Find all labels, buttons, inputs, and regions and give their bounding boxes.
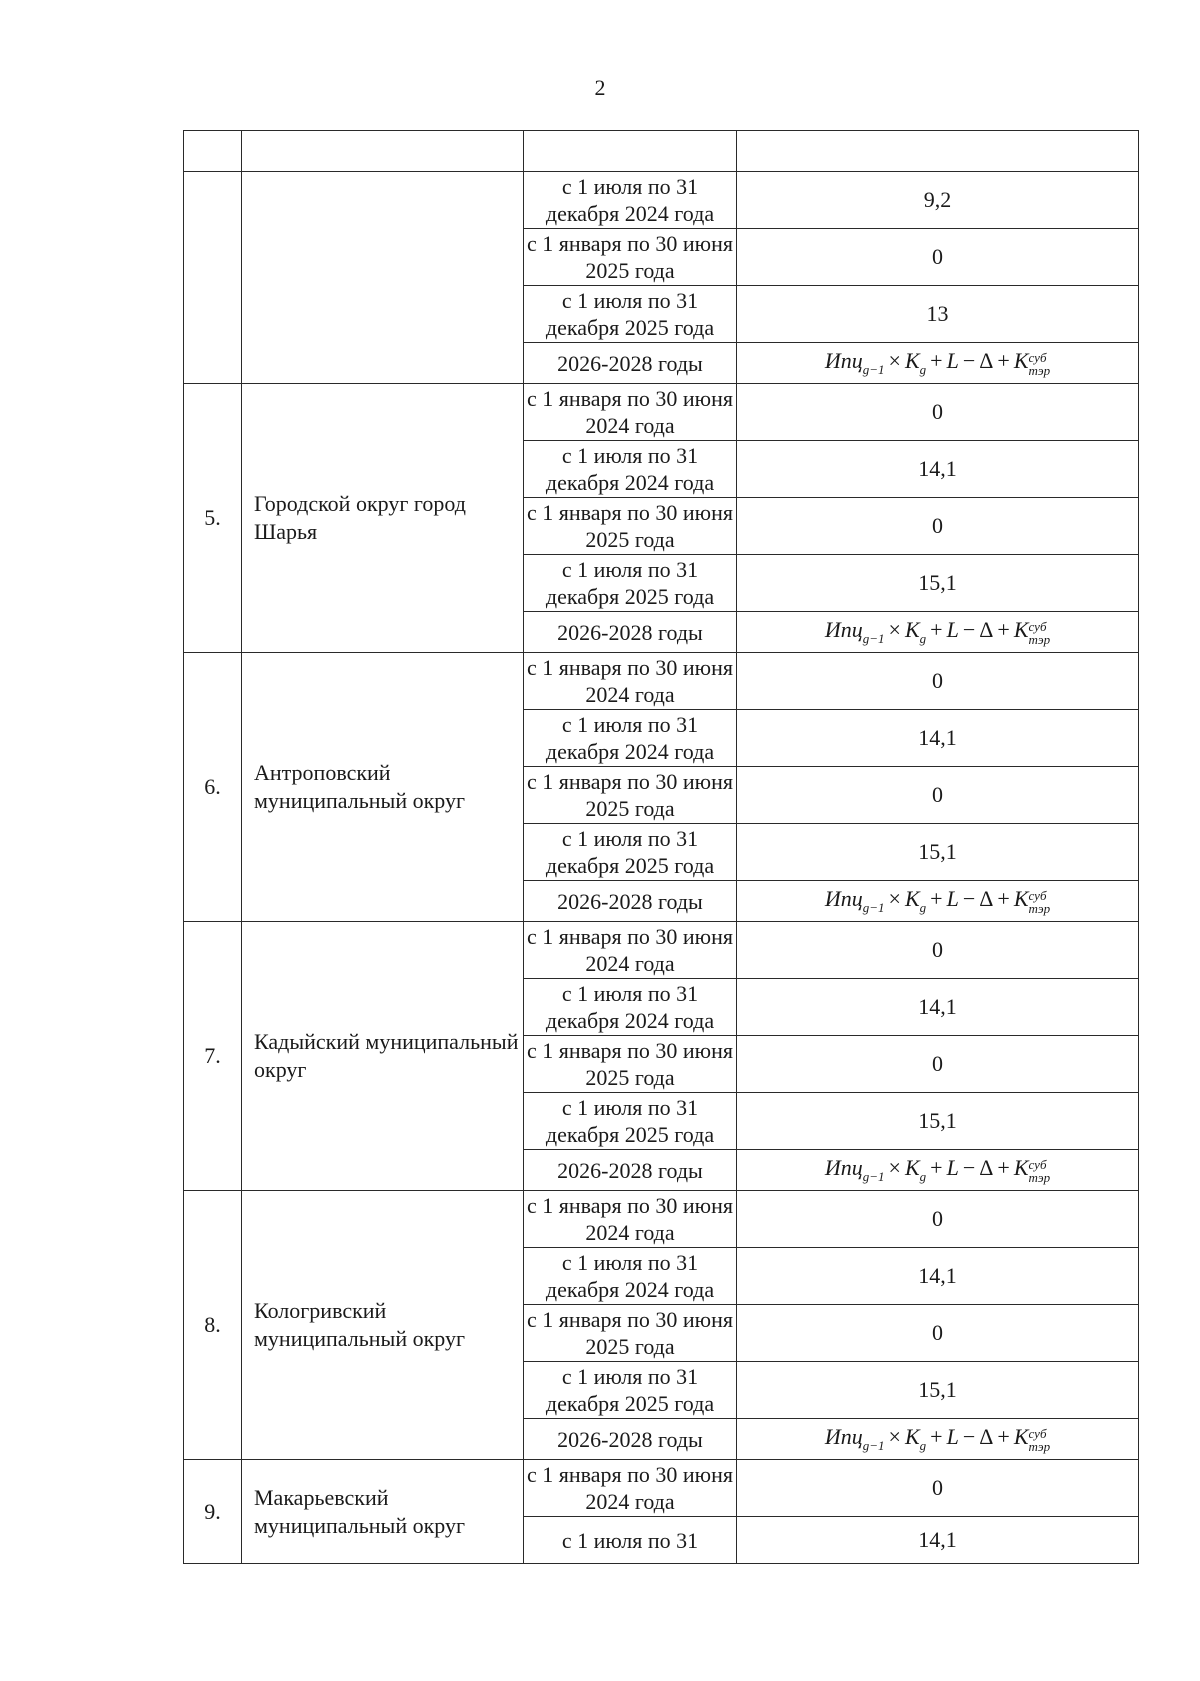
row-number: 8. [184,1191,242,1460]
formula-base: Ипц [824,1155,863,1180]
formula-k2-subscript: тэр [1028,1170,1051,1185]
formula-k2-indices [1029,1427,1051,1453]
formula-k2-subscript: тэр [1028,363,1051,378]
value-cell: 0 [737,922,1139,979]
row-number: 5. [184,384,242,653]
formula-l: L [946,886,959,911]
formula-plus: + [997,1155,1010,1180]
formula-k2-superscript: суб [1028,888,1047,903]
formula-k: K [904,617,920,642]
header-cell [184,131,242,172]
formula-k2-superscript: суб [1028,350,1047,365]
formula-k2-superscript: суб [1028,1157,1047,1172]
formula-k2: K [1013,886,1029,911]
table-header-row [184,131,1139,172]
value-cell: 15,1 [737,824,1139,881]
value-cell: 0 [737,384,1139,441]
period-cell: с 1 января по 30 июня 2025 года [524,767,737,824]
table-row [184,1460,1139,1517]
period-cell: с 1 июля по 31 [524,1517,737,1564]
period-cell: с 1 января по 30 июня 2024 года [524,922,737,979]
formula-cell [737,1150,1139,1191]
value-cell: 14,1 [737,979,1139,1036]
table-row [184,384,1139,441]
formula-minus: − [962,1155,976,1180]
formula-cell [737,343,1139,384]
formula-k: K [904,348,920,373]
value-cell: 15,1 [737,1362,1139,1419]
table-row [184,653,1139,710]
municipality-name: Кадыйский муниципальный округ [242,922,524,1191]
formula-base: Ипц [824,886,863,911]
formula-minus: − [962,348,976,373]
value-cell: 0 [737,653,1139,710]
formula-minus: − [962,617,976,642]
value-cell: 13 [737,286,1139,343]
header-cell [524,131,737,172]
municipality-name: Антроповский муниципальный округ [242,653,524,922]
formula-times: × [888,886,901,911]
formula-delta: Δ [979,1424,994,1449]
municipality-name [242,172,524,384]
formula-k2-indices [1029,1158,1051,1184]
formula-k: K [904,886,920,911]
formula-plus: + [930,348,943,373]
period-cell: с 1 июля по 31 декабря 2024 года [524,1248,737,1305]
value-cell: 0 [737,767,1139,824]
value-cell: 0 [737,1191,1139,1248]
period-cell: с 1 января по 30 июня 2025 года [524,1305,737,1362]
period-cell: с 1 июля по 31 декабря 2025 года [524,286,737,343]
formula-times: × [888,1424,901,1449]
formula-k2: K [1013,348,1029,373]
header-cell [242,131,524,172]
period-cell: с 1 июля по 31 декабря 2025 года [524,555,737,612]
period-cell: с 1 июля по 31 декабря 2024 года [524,172,737,229]
period-cell: с 1 января по 30 июня 2025 года [524,1036,737,1093]
formula-times: × [888,1155,901,1180]
row-number: 6. [184,653,242,922]
formula-k2-superscript: суб [1028,619,1047,634]
formula-base: Ипц [824,1424,863,1449]
formula-plus: + [930,1424,943,1449]
formula-k: K [904,1155,920,1180]
formula-delta: Δ [979,348,994,373]
formula-l: L [946,1424,959,1449]
row-number: 7. [184,922,242,1191]
value-cell: 9,2 [737,172,1139,229]
formula-k-subscript: g [919,1438,927,1453]
formula-base-subscript: g−1 [862,631,885,646]
period-cell: с 1 января по 30 июня 2024 года [524,1460,737,1517]
formula-delta: Δ [979,886,994,911]
formula-base-subscript: g−1 [862,1169,885,1184]
formula-k2-indices [1029,889,1051,915]
period-cell: 2026-2028 годы [524,881,737,922]
formula-plus: + [997,1424,1010,1449]
formula-plus: + [930,1155,943,1180]
period-cell: с 1 января по 30 июня 2024 года [524,653,737,710]
formula-cell [737,1419,1139,1460]
value-cell: 0 [737,498,1139,555]
value-cell: 14,1 [737,1517,1139,1564]
value-cell: 14,1 [737,710,1139,767]
municipality-name: Городской округ город Шарья [242,384,524,653]
period-cell: с 1 января по 30 июня 2025 года [524,498,737,555]
formula-k: K [904,1424,920,1449]
period-cell: 2026-2028 годы [524,1419,737,1460]
municipality-name: Кологривский муниципальный округ [242,1191,524,1460]
formula-plus: + [997,886,1010,911]
period-cell: с 1 января по 30 июня 2025 года [524,229,737,286]
formula-l: L [946,617,959,642]
formula-l: L [946,1155,959,1180]
period-cell: с 1 июля по 31 декабря 2025 года [524,1093,737,1150]
period-cell: с 1 июля по 31 декабря 2024 года [524,710,737,767]
formula-delta: Δ [979,617,994,642]
formula-k-subscript: g [919,900,927,915]
formula-k2: K [1013,617,1029,642]
value-cell: 0 [737,1460,1139,1517]
period-cell: с 1 июля по 31 декабря 2024 года [524,979,737,1036]
formula-k2-subscript: тэр [1028,901,1051,916]
value-cell: 15,1 [737,555,1139,612]
formula-minus: − [962,886,976,911]
formula-base-subscript: g−1 [862,362,885,377]
tariff-index-table [183,130,1139,1564]
formula-k2: K [1013,1155,1029,1180]
formula-k2-indices [1029,620,1051,646]
value-cell: 0 [737,229,1139,286]
page-number: 2 [594,75,606,100]
formula-delta: Δ [979,1155,994,1180]
formula-plus: + [930,886,943,911]
formula-plus: + [997,348,1010,373]
formula-base-subscript: g−1 [862,900,885,915]
formula-k2-subscript: тэр [1028,632,1051,647]
period-cell: с 1 января по 30 июня 2024 года [524,384,737,441]
formula-k2-superscript: суб [1028,1426,1047,1441]
municipality-name: Макарьевский муниципальный округ [242,1460,524,1564]
formula-base: Ипц [824,348,863,373]
row-number [184,172,242,384]
row-number: 9. [184,1460,242,1564]
formula-k2: K [1013,1424,1029,1449]
formula-base: Ипц [824,617,863,642]
value-cell: 14,1 [737,441,1139,498]
period-cell: 2026-2028 годы [524,1150,737,1191]
table-row [184,922,1139,979]
period-cell: с 1 июля по 31 декабря 2024 года [524,441,737,498]
period-cell: с 1 июля по 31 декабря 2025 года [524,1362,737,1419]
formula-times: × [888,617,901,642]
formula-base-subscript: g−1 [862,1438,885,1453]
table-row [184,172,1139,229]
formula-k2-subscript: тэр [1028,1439,1051,1454]
value-cell: 15,1 [737,1093,1139,1150]
period-cell: с 1 июля по 31 декабря 2025 года [524,824,737,881]
table-row [184,1191,1139,1248]
period-cell: с 1 января по 30 июня 2024 года [524,1191,737,1248]
formula-k2-indices [1029,351,1051,377]
formula-times: × [888,348,901,373]
period-cell: 2026-2028 годы [524,612,737,653]
formula-l: L [946,348,959,373]
formula-k-subscript: g [919,362,927,377]
formula-plus: + [930,617,943,642]
formula-cell [737,612,1139,653]
header-cell [737,131,1139,172]
value-cell: 0 [737,1036,1139,1093]
value-cell: 14,1 [737,1248,1139,1305]
formula-minus: − [962,1424,976,1449]
formula-k-subscript: g [919,1169,927,1184]
formula-k-subscript: g [919,631,927,646]
formula-plus: + [997,617,1010,642]
period-cell: 2026-2028 годы [524,343,737,384]
value-cell: 0 [737,1305,1139,1362]
formula-cell [737,881,1139,922]
